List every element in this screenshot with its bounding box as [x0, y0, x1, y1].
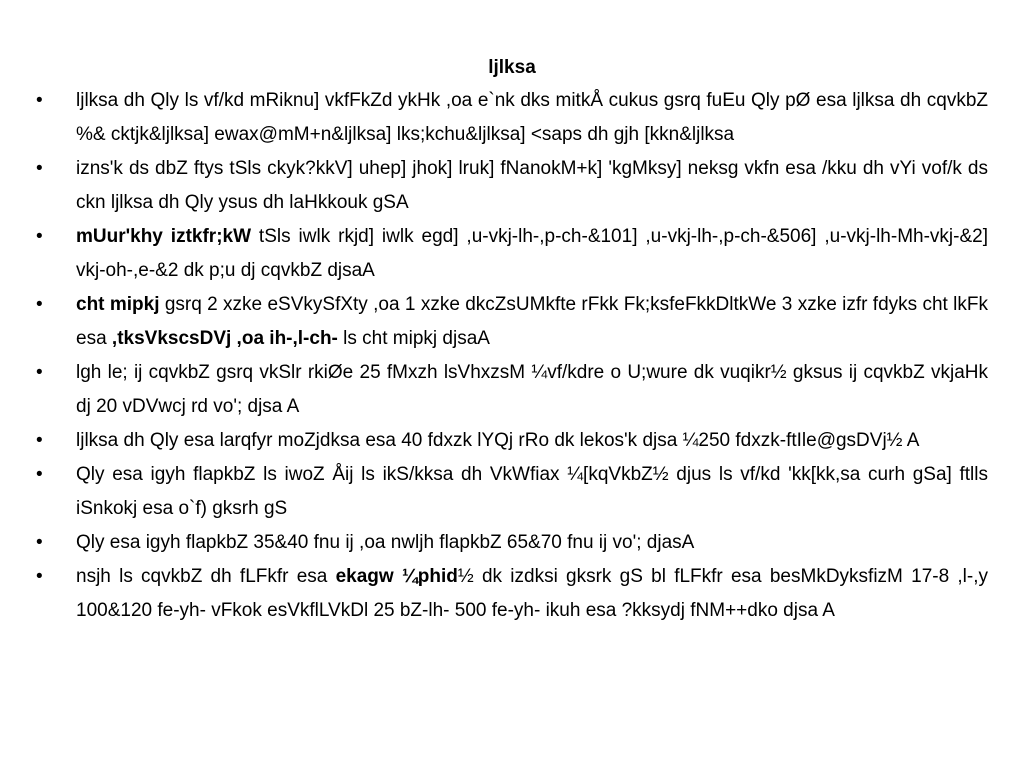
list-item-bold-term: mUur'khy iztkfr;kW	[76, 226, 252, 247]
list-item-text: lgh le; ij cqvkbZ gsrq vkSlr rkiØe 25 fMxzh lsVhxzsM ¼vf/kdre o U;wure dk vuqikr½ gksus ij cqvkbZ vkjaHk dj 20 vDVwcj rd vo'; djsa A	[76, 362, 988, 417]
list-item-text: tSls iwlk rkjd] iwlk egd] ,u-vkj-lh-,p-ch-&101] ,u-vkj-lh-,p-ch-&506] ,u-vkj-lh-Mh-vkj-&2] vkj-oh-,e-&2 dk p;u dj cqvkbZ djsaA	[76, 226, 988, 281]
list-item-text: gsrq 2 xzke eSVkySfXty ,oa 1 xzke dkcZsUMkfte rFkk Fk;ksfeFkkDltkWe 3 xzke izfr fdyks cht lkFk esa	[76, 294, 989, 349]
bullet-icon: •	[36, 294, 43, 315]
list-item-text: Qly esa igyh flapkbZ 35&40 fnu ij ,oa nwljh flapkbZ 65&70 fnu ij vo'; djasA	[76, 532, 695, 553]
list-item	[36, 220, 988, 288]
bullet-icon: •	[36, 226, 43, 247]
list-item	[36, 288, 988, 356]
bullet-icon: •	[36, 532, 43, 553]
bullet-icon: •	[36, 90, 43, 111]
list-item-text: ljlksa dh Qly esa larqfyr moZjdksa esa 40 fdxzk lYQj rRo dk lekos'k djsa ¼250 fdxzk-ftIle@gsDVj½ A	[76, 430, 920, 451]
list-item-text: ½ dk izdksi gksrk gS bl fLFkfr esa besMkDyksfizM 17-8 ,l-,y 100&120 fe-yh- vFkok esVkflLVkDl 25 bZ-lh- 500 fe-yh- ikuh esa ?kksydj fNM++dko djsa A	[76, 566, 988, 621]
bullet-icon: •	[36, 566, 43, 587]
list-item-text: ljlksa dh Qly ls vf/kd mRiknu] vkfFkZd ykHk ,oa e`nk dks mitkÅ cukus gsrq fuEu Qly pØ esa ljlksa dh cqvkbZ %& cktjk&ljlksa] ewax@mM+n&ljlksa] lks;kchu&ljlksa] <saps dh gjh [kkn&ljlksa	[76, 90, 988, 145]
bullet-icon: •	[36, 464, 43, 485]
list-item	[36, 526, 988, 560]
list-item	[36, 84, 988, 152]
list-item-text: nsjh ls cqvkbZ dh fLFkfr esa	[76, 566, 336, 587]
list-item	[36, 356, 988, 424]
list-item	[36, 560, 988, 628]
list-item-text: ls cht mipkj djsaA	[337, 328, 490, 349]
list-item-bold-term: ekagw ¼phid	[335, 566, 458, 587]
bullet-list	[36, 84, 988, 628]
list-item	[36, 152, 988, 220]
bullet-icon: •	[36, 362, 43, 383]
list-item-bold-term: ,tksVkscsDVj ,oa ih-,l-ch-	[111, 328, 338, 349]
list-item-text: Qly esa igyh flapkbZ ls iwoZ Åij ls ikS/kksa dh VkWfiax ¼[kqVkbZ½ djus ls vf/kd 'kk[kk,sa curh gSa] ftlls iSnkokj esa o`f) gksrh gS	[76, 464, 988, 519]
slide-title: ljlksa	[488, 57, 536, 78]
list-item	[36, 458, 988, 526]
bullet-icon: •	[36, 158, 43, 179]
bullet-icon: •	[36, 430, 43, 451]
list-item-bold-term: cht mipkj	[76, 294, 160, 315]
list-item-text: izns'k ds dbZ ftys tSls ckyk?kkV] uhep] jhok] lruk] fNanokM+k] 'kgMksy] neksg vkfn esa /kku dh vYi vof/k ds ckn ljlksa dh Qly ysus dh laHkkouk gSA	[76, 158, 988, 213]
list-item	[36, 424, 988, 458]
